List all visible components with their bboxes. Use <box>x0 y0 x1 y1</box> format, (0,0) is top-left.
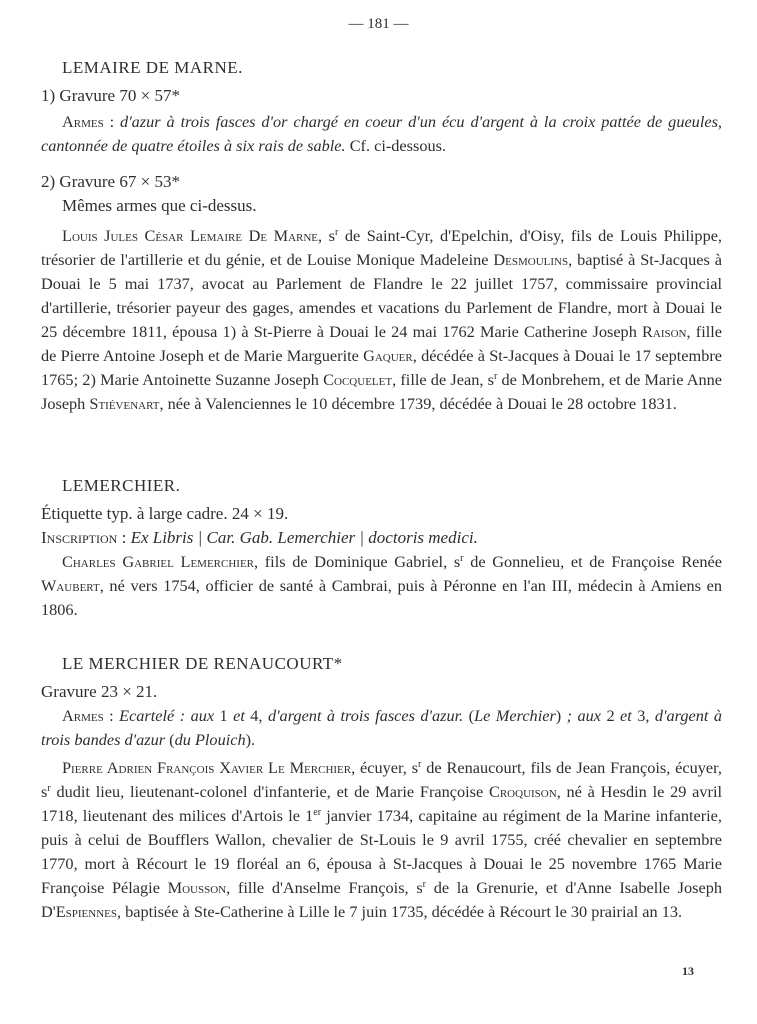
person-name: Waubert <box>41 576 100 595</box>
superscript: r <box>422 879 426 890</box>
bio-text: , écuyer, s <box>351 758 419 777</box>
person-name: Pierre Adrien François Xavier Le Merchier <box>62 758 352 777</box>
entry-title: LEMERCHIER. <box>62 476 181 495</box>
armes-text: Le Merchier <box>474 706 556 725</box>
person-name: Croquison <box>488 782 557 801</box>
armes-text: 1 <box>214 706 234 725</box>
armes-text: ) <box>555 706 567 725</box>
armes-description <box>41 704 722 752</box>
person-name: Desmoulins <box>493 250 569 269</box>
biography <box>41 756 722 924</box>
gravure-line: Gravure 23 × 21. <box>41 682 158 701</box>
superscript: r <box>493 371 498 382</box>
bio-text: de Gonnelieu, et de Françoise Renée <box>463 552 722 571</box>
armes-text: 2 <box>601 706 621 725</box>
bio-text: dudit lieu, lieutenant-colonel d'infanterie, et de Marie Françoise <box>50 782 489 801</box>
armes-text: ( <box>165 730 175 749</box>
armes-text: ). <box>245 730 256 749</box>
armes-reference: Cf. ci-dessous. <box>349 136 447 155</box>
bio-text: , né à Hesdin le 29 avril 1718, lieutenant des milices d'Artois le 1 <box>41 782 723 825</box>
superscript: r <box>47 783 51 794</box>
person-name: Charles Gabriel Lemerchier <box>62 552 254 571</box>
bio-text: de Monbrehem, et de Marie Anne Joseph <box>41 370 723 413</box>
armes-text: d'argent à trois fasces d'azur. <box>267 706 464 725</box>
armes-label: Armes : <box>62 112 115 131</box>
person-name: Gaquer <box>363 346 413 365</box>
person-name: Raison <box>642 322 687 341</box>
bio-text: , née à Valenciennes le 10 décembre 1739, décédée à Douai le 28 octobre 1831. <box>159 394 677 413</box>
entry-lemerchier <box>41 474 722 622</box>
superscript: r <box>460 553 464 564</box>
armes-text: ; aux <box>566 706 602 725</box>
bio-text: , baptisée à Ste-Catherine à Lille le 7 juin 1735, décédée à Récourt le 30 prairial an 13. <box>116 902 683 921</box>
armes-text: et <box>620 706 632 725</box>
page-number: — 181 — <box>348 16 409 32</box>
inscription-line <box>41 526 722 550</box>
bio-text: , fille de Pierre Antoine Joseph et de Marie Marguerite <box>41 322 722 365</box>
armes-text: du Plouich <box>174 730 246 749</box>
bio-text: , né vers 1754, officier de santé à Cambrai, puis à Péronne en l'an III, médecin à Amiens en 1806. <box>41 576 722 619</box>
armes-description <box>41 110 722 158</box>
entry-le-merchier-de-renaucourt <box>41 652 722 924</box>
gravure-2: 2) Gravure 67 × 53* <box>41 172 180 191</box>
inscription-text: Ex Libris | Car. Gab. Lemerchier | doctoris medici. <box>130 528 478 547</box>
armes-text: d'azur à trois fasces d'or chargé en coeur d'un écu d'argent à la croix pattée de gueules, cantonnée de quatre étoiles à six rais de sable. <box>41 112 722 155</box>
biography <box>41 224 722 416</box>
inscription-label: Inscription : <box>41 528 127 547</box>
armes-text: 4, <box>244 706 268 725</box>
armes-text: d'argent à trois bandes d'azur <box>41 706 722 749</box>
signature-number: 13 <box>682 964 694 978</box>
person-name: Louis Jules César Lemaire De Marne <box>62 226 319 245</box>
armes-text: ( <box>463 706 475 725</box>
superscript: er <box>313 807 322 818</box>
bio-text: de la Grenurie, et d'Anne Isabelle Joseph <box>426 878 722 897</box>
person-name: Mousson <box>167 878 227 897</box>
superscript: r <box>418 759 422 770</box>
entry-title: LE MERCHIER DE RENAUCOURT* <box>62 654 343 673</box>
person-name: Cocquelet <box>323 370 393 389</box>
bio-text: de Saint-Cyr, d'Epelchin, d'Oisy, fils de Louis Philippe, trésorier de l'artillerie et du génie, et de Louise Monique Madeleine <box>41 226 723 269</box>
biography <box>41 550 722 622</box>
armes-text: Ecartelé : aux <box>119 706 215 725</box>
person-name: D'Espiennes <box>41 902 117 921</box>
superscript: r <box>334 227 339 238</box>
memes-armes: Mêmes armes que ci-dessus. <box>62 196 257 215</box>
bio-text: , fille d'Anselme François, s <box>226 878 423 897</box>
bio-text: , fille de Jean, s <box>392 370 494 389</box>
armes-text: 3, <box>631 706 655 725</box>
bio-text: , décédée à St-Jacques à Douai le 17 septembre 1765; 2) Marie Antoinette Suzanne Joseph <box>41 346 722 389</box>
bio-text: janvier 1734, capitaine au régiment de la Marine infanterie, puis à celui de Boufflers Wallon, chevalier de St-Louis le 9 avril 1755, créé chevalier en septembre 1770, mort à Récourt le 19 floréal an 6, épousa à St-Jacques à Douai le 25 novembre 1765 Marie Françoise Pélagie <box>41 806 722 897</box>
entry-lemaire-de-marne <box>41 56 722 416</box>
person-name: Stiévenart <box>89 394 160 413</box>
bio-text: , fils de Dominique Gabriel, s <box>254 552 461 571</box>
armes-text: et <box>233 706 245 725</box>
bio-text: , s <box>318 226 335 245</box>
etiquette-line: Étiquette typ. à large cadre. 24 × 19. <box>41 504 289 523</box>
bio-text: de Renaucourt, fils de Jean François, écuyer, s <box>41 758 722 801</box>
armes-label: Armes : <box>62 706 114 725</box>
gravure-1: 1) Gravure 70 × 57* <box>41 86 180 105</box>
entry-title: LEMAIRE DE MARNE. <box>62 58 243 77</box>
bio-text: , baptisé à St-Jacques à Douai le 5 mai 1737, avocat au Parlement de Flandre le 22 juillet 1757, commissaire provincial d'artillerie, trésorier payeur des gages, amendes et vacations du Parlement de Flandre, mort à Douai le 25 décembre 1811, épousa 1) à St-Pierre à Douai le 24 mai 1762 Marie Catherine Joseph <box>41 250 722 341</box>
